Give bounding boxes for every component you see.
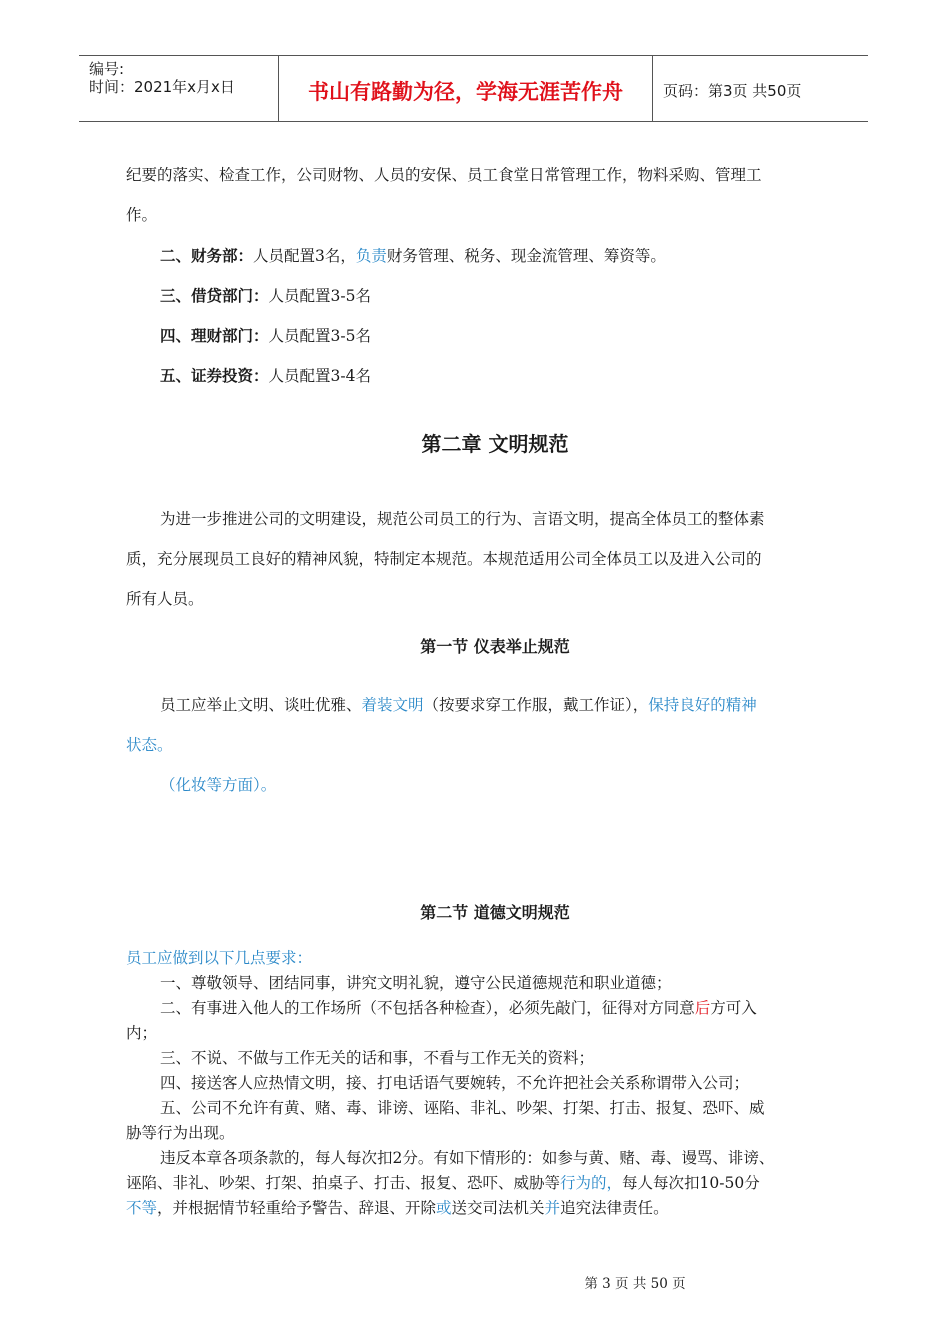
rule-item: 五、公司不允许有黄、赌、毒、诽谤、诬陷、非礼、吵架、打架、打击、报复、恐吓、威 [160,1099,765,1117]
plain-text: 追究法律责任。 [560,1199,669,1217]
department-text: 人员配置3-5名 [268,287,371,305]
plain-text: ，并根据情节轻重给予警告、辞退、开除 [157,1199,437,1217]
body-paragraph-line: 所有人员。 [126,590,204,608]
penalty-paragraph-line: 违反本章各项条款的，每人每次扣2分。有如下情形的：如参与黄、赌、毒、谩骂、诽谤、 [160,1149,775,1167]
emphasis-text: 后 [694,999,711,1017]
plain-text: （按要求穿工作服，戴工作证）， [423,696,649,714]
highlight-text: 员工应做到以下几点要求： [126,949,313,967]
document-date: 时间：2021年x月x日 [89,78,235,96]
department-securities [160,364,371,386]
department-label: 五、证券投资： [160,366,269,385]
department-finance [160,244,666,266]
rule-item: 三、不说、不做与工作无关的话和事，不看与工作无关的资料； [160,1049,595,1067]
body-paragraph-line: 质，充分展现员工良好的精神风貌，特制定本规范。本规范适用公司全体员工以及进入公司的 [126,550,762,568]
department-text: 人员配置3-4名 [268,367,371,385]
plain-text: 每人每次扣10-50分 [622,1174,760,1192]
plain-text: 诬陷、非礼、吵架、打架、拍桌子、打击、报复、恐吓、威胁等 [126,1174,561,1192]
department-wealth [160,324,371,346]
chapter-title: 第二章 文明规范 [421,432,569,456]
rule-item-continuation: 内； [126,1024,158,1042]
department-label: 三、借贷部门： [160,286,269,305]
rule-item: 一、尊敬领导、团结同事，讲究文明礼貌，遵守公民道德规范和职业道德； [160,974,672,992]
highlight-text: 行为的， [560,1174,623,1192]
section-title: 第一节 仪表举止规范 [420,637,570,656]
document-number-label: 编号: [89,60,125,78]
plain-text: 员工应举止文明、谈吐优雅、 [160,696,362,714]
header-middle-cell [279,56,653,121]
highlight-text: 不等 [126,1199,158,1217]
body-paragraph-line: 纪要的落实、检查工作，公司财物、人员的安保、员工食堂日常管理工作，物料采购、管理工 [126,166,762,184]
rule-item-continuation: 胁等行为出现。 [126,1124,235,1142]
penalty-paragraph-line [126,1171,760,1193]
header-motto: 书山有路勤为径，学海无涯苦作舟 [308,80,623,104]
highlight-text: 或 [436,1199,452,1217]
section-title: 第二节 道德文明规范 [420,903,570,922]
rule-item [160,996,757,1018]
rule-item: 四、接送客人应热情文明，接、打电话语气要婉转，不允许把社会关系称谓带入公司； [160,1074,750,1092]
department-label: 四、理财部门： [160,326,269,345]
highlight-text: 并 [544,1199,561,1217]
highlight-text: 负责 [355,247,387,265]
highlight-text: （化妆等方面）。 [160,776,277,794]
body-paragraph-line [160,693,757,715]
body-paragraph-line: 为进一步推进公司的文明建设，规范公司员工的行为、言语文明，提高全体员工的整体素 [160,510,765,528]
plain-text: 方可入 [710,999,757,1017]
department-label: 二、财务部： [160,246,254,265]
page-header [79,55,868,122]
plain-text: 二、有事进入他人的工作场所（不包括各种检查），必须先敲门，征得对方同意 [160,999,695,1017]
plain-text: 送交司法机关 [451,1199,545,1217]
header-right-cell [653,56,868,121]
body-paragraph-line: 作。 [126,206,158,224]
department-lending [160,284,371,306]
department-text: 人员配置3名， [253,247,356,265]
header-left-cell [79,56,279,121]
penalty-paragraph-line [126,1196,669,1218]
department-text: 财务管理、税务、现金流管理、筹资等。 [386,247,666,265]
highlight-text: 保持良好的精神 [648,696,757,714]
header-page-info: 页码：第3页 共50页 [663,82,802,100]
highlight-text: 着装文明 [361,696,424,714]
page-footer: 第 3 页 共 50 页 [584,1276,686,1292]
highlight-text: 状态。 [126,736,173,754]
department-text: 人员配置3-5名 [268,327,371,345]
